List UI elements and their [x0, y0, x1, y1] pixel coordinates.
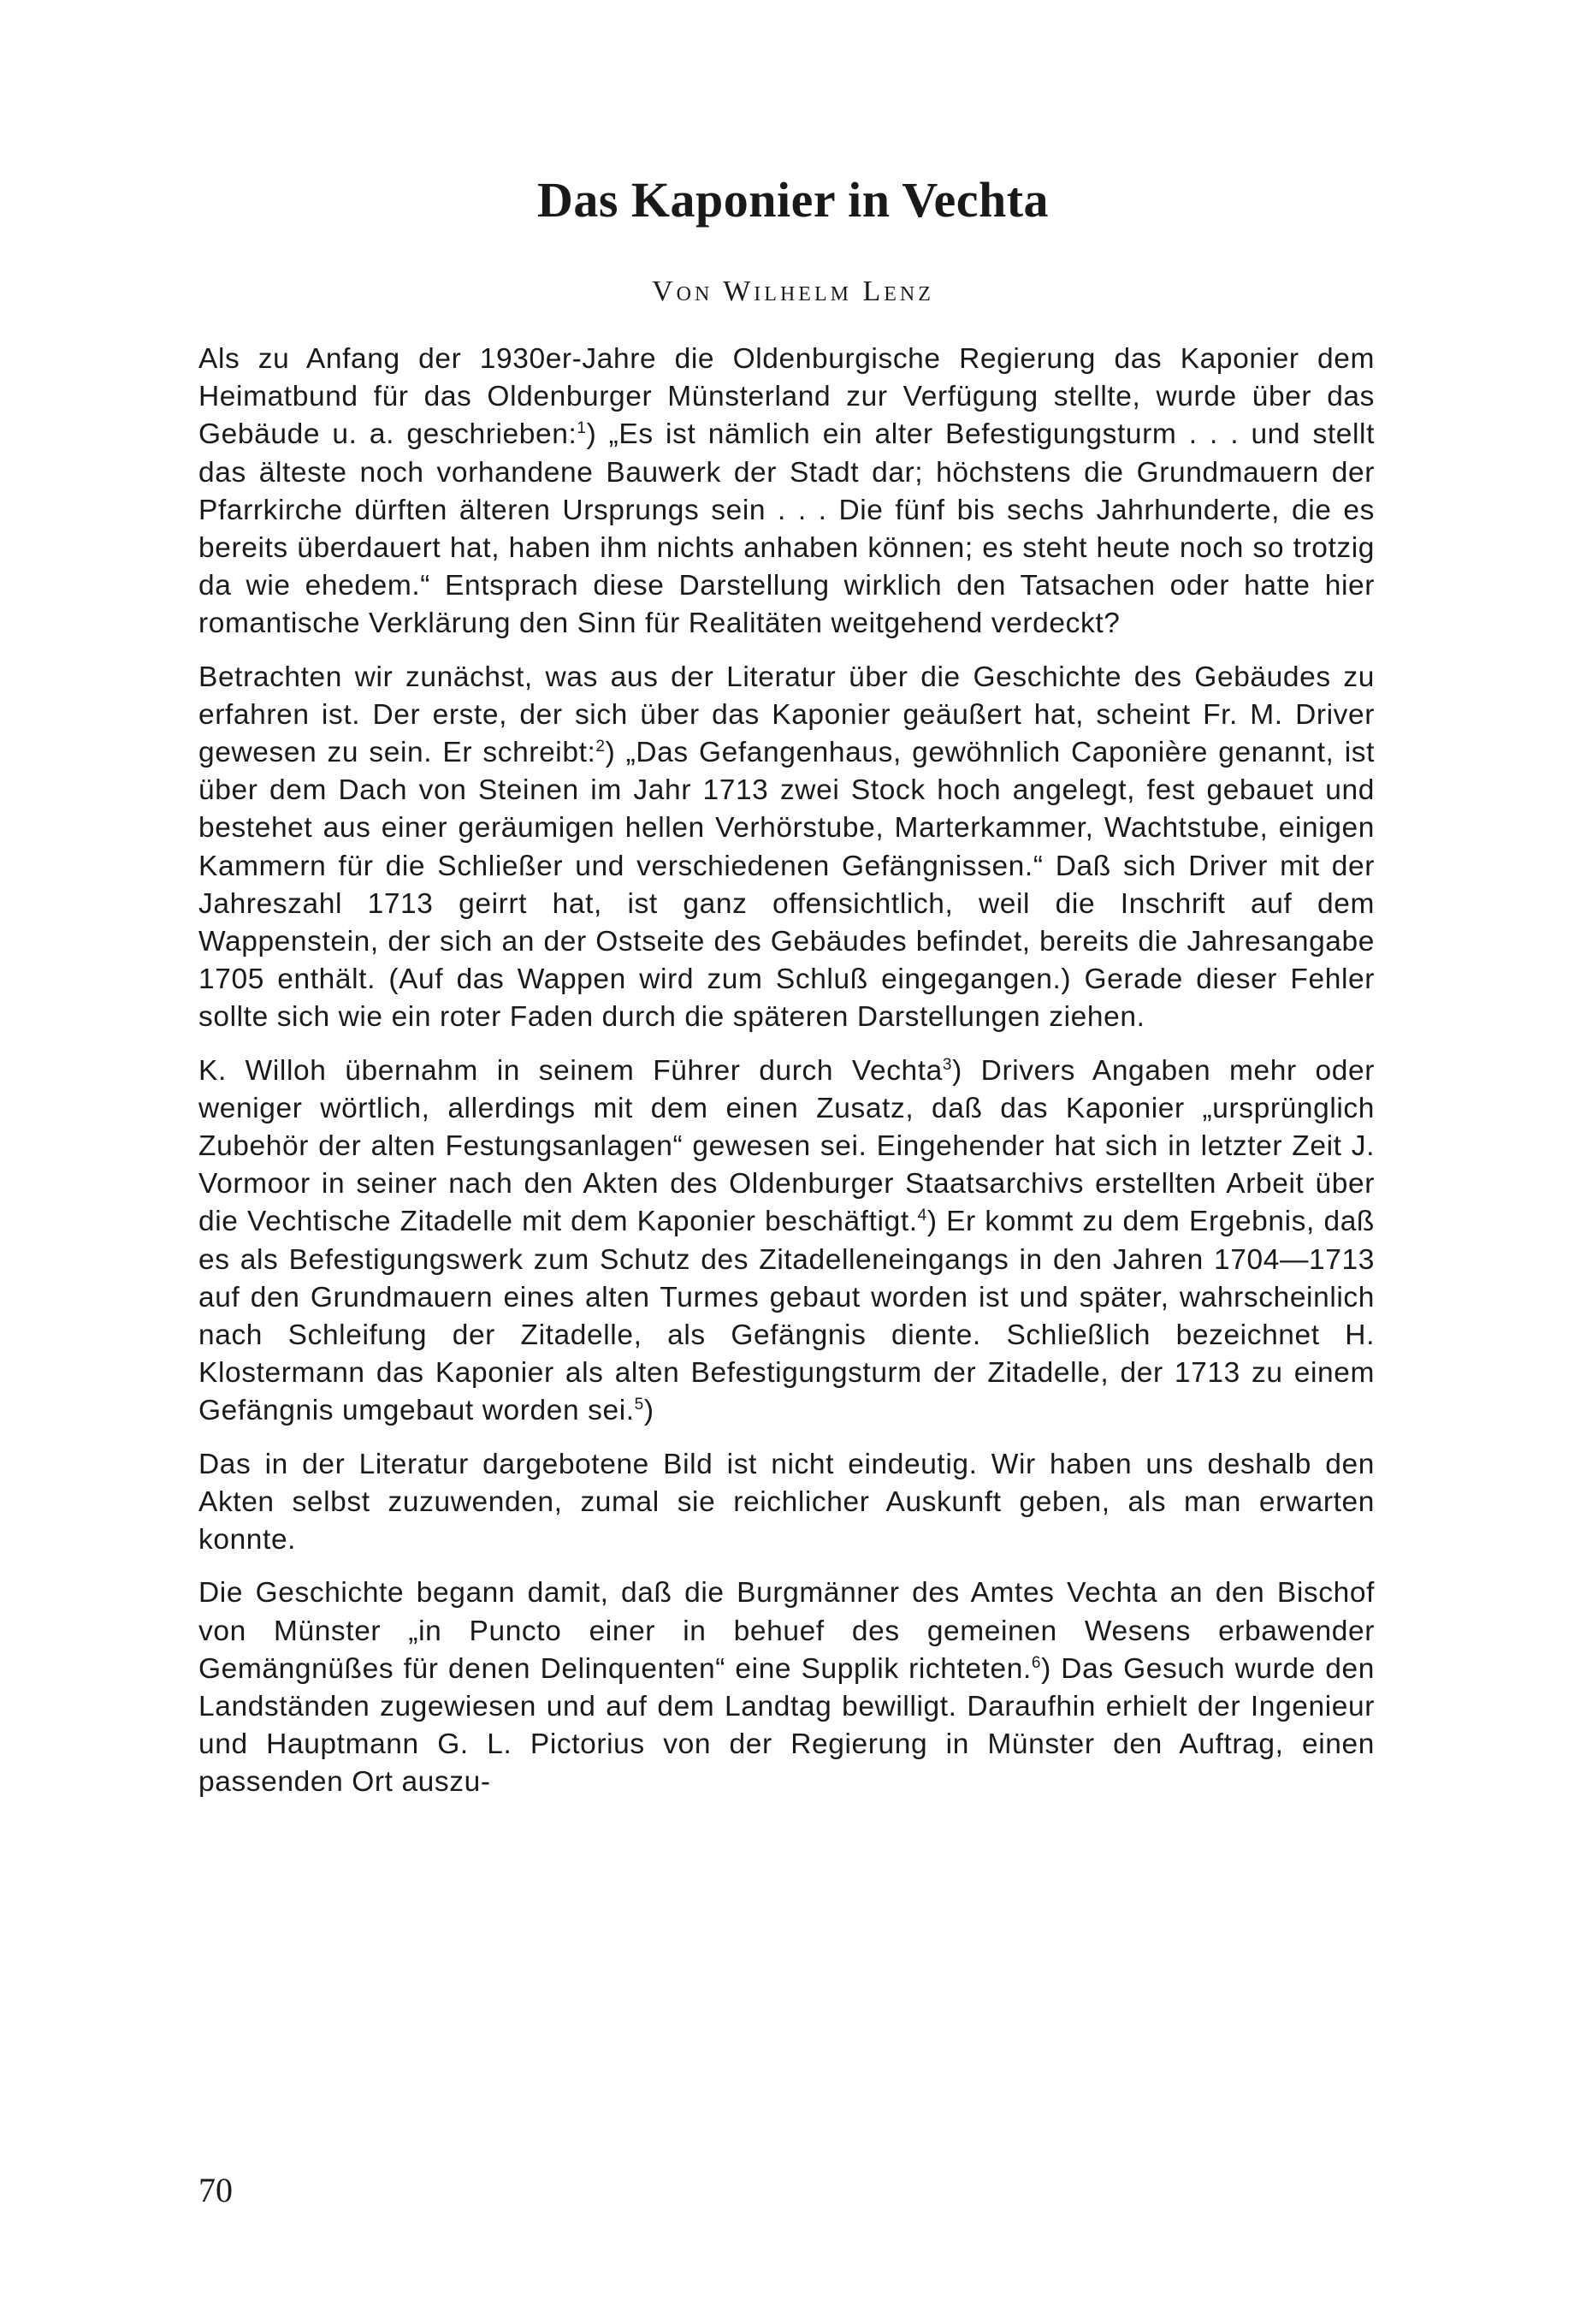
text-run: ) Drivers Angaben mehr oder weniger wörtlich, allerdings mit dem einen Zusatz, daß das Kaponier „ursprünglich Zubehör der alten Festungsanlagen“ gewesen sei. Eingehender hat sich in letzter Zeit J. Vormoor in seiner nach den Akten des Oldenburger Staatsarchivs erstellten Arbeit über die Vechtische Zitadelle mit dem Kaponier beschäftigt.: [198, 1054, 1375, 1238]
paragraph-2: [198, 659, 1375, 1037]
text-run: Betrachten wir zunächst, was aus der Literatur über die Geschichte des Gebäudes zu erfahren ist. Der erste, der sich über das Kaponier geäußert hat, scheint Fr. M. Driver gewesen zu sein. Er schreibt:: [198, 661, 1375, 769]
footnote-ref-1: 1: [577, 419, 587, 438]
text-run: ) Das Gesuch wurde den Landständen zugewiesen und auf dem Landtag bewilligt. Daraufhin erhielt der Ingenieur und Hauptmann G. L. Pictorius von der Regierung in Münster den Auftrag, einen passenden Ort auszu-: [198, 1652, 1375, 1799]
paragraph-1: [198, 341, 1375, 643]
footnote-ref-6: 6: [1031, 1653, 1042, 1672]
page-number: 70: [198, 2171, 233, 2209]
text-run: Das in der Literatur dargebotene Bild ist nicht eindeutig. Wir haben uns deshalb den Akten selbst zuzuwenden, zumal sie reichlicher Auskunft geben, als man erwarten konnte.: [198, 1448, 1375, 1556]
footnote-ref-5: 5: [634, 1396, 644, 1414]
paragraph-3: [198, 1052, 1375, 1431]
text-run: K. Willoh übernahm in seinem Führer durch Vechta: [198, 1054, 943, 1087]
article-title: Das Kaponier in Vechta: [536, 172, 1050, 228]
text-run: ): [643, 1395, 654, 1427]
footnote-ref-3: 3: [942, 1055, 953, 1074]
footnote-ref-2: 2: [595, 737, 606, 756]
text-run: ) „Das Gefangenhaus, gewöhnlich Caponière genannt, ist über dem Dach von Steinen im Jahr 1713 zwei Stock hoch angelegt, fest gebauet und bestehet aus einer geräumigen hellen Verhörstube, Marterkammer, Wachtstube, einigen Kammern für die Schließer und verschiedenen Gefängnissen.“ Daß sich Driver mit der Jahreszahl 1713 geirrt hat, ist ganz offensichtlich, weil die Inschrift auf dem Wappenstein, der sich an der Ostseite des Gebäudes befindet, bereits die Jahresangabe 1705 enthält. (Auf das Wappen wird zum Schluß eingegangen.) Gerade dieser Fehler sollte sich wie ein roter Faden durch die späteren Darstellungen ziehen.: [198, 737, 1375, 1034]
author-byline: Von Wilhelm Lenz: [652, 276, 934, 307]
text-run: ) „Es ist nämlich ein alter Befestigungsturm . . . und stellt das älteste noch vorhandene Bauwerk der Stadt dar; höchstens die Grundmauern der Pfarrkirche dürften älteren Ursprungs sein . . . Die fünf bis sechs Jahrhunderte, die es bereits überdauert hat, haben ihm nichts anhaben können; es steht heute noch so trotzig da wie ehedem.“ Entsprach diese Darstellung wirklich den Tatsachen oder hatte hier romantische Verklärung den Sinn für Realitäten weitgehend verdeckt?: [198, 418, 1375, 640]
text-run: Als zu Anfang der 1930er-Jahre die Oldenburgische Regierung das Kaponier dem Heimatbund für das Oldenburger Münsterland zur Verfügung stellte, wurde über das Gebäude u. a. geschrieben:: [198, 343, 1375, 451]
paragraph-4: [198, 1446, 1375, 1560]
paragraph-5: [198, 1574, 1375, 1801]
article-body: [198, 341, 1375, 1817]
footnote-ref-4: 4: [917, 1206, 927, 1225]
text-run: ) Er kommt zu dem Ergebnis, daß es als Befestigungswerk zum Schutz des Zitadelleneingangs in den Jahren 1704—1713 auf den Grundmauern eines alten Turmes gebaut worden ist und später, wahrscheinlich nach Schleifung der Zitadelle, als Gefängnis diente. Schließlich bezeichnet H. Klostermann das Kaponier als alten Befestigungsturm der Zitadelle, der 1713 zu einem Gefängnis umgebaut worden sei.: [198, 1206, 1376, 1427]
text-run: Die Geschichte begann damit, daß die Burgmänner des Amtes Vechta an den Bischof von Münster „in Puncto einer in behuef des gemeinen Wesens erbawender Gemängnüßes für denen Delinquenten“ eine Supplik richteten.: [198, 1577, 1375, 1685]
